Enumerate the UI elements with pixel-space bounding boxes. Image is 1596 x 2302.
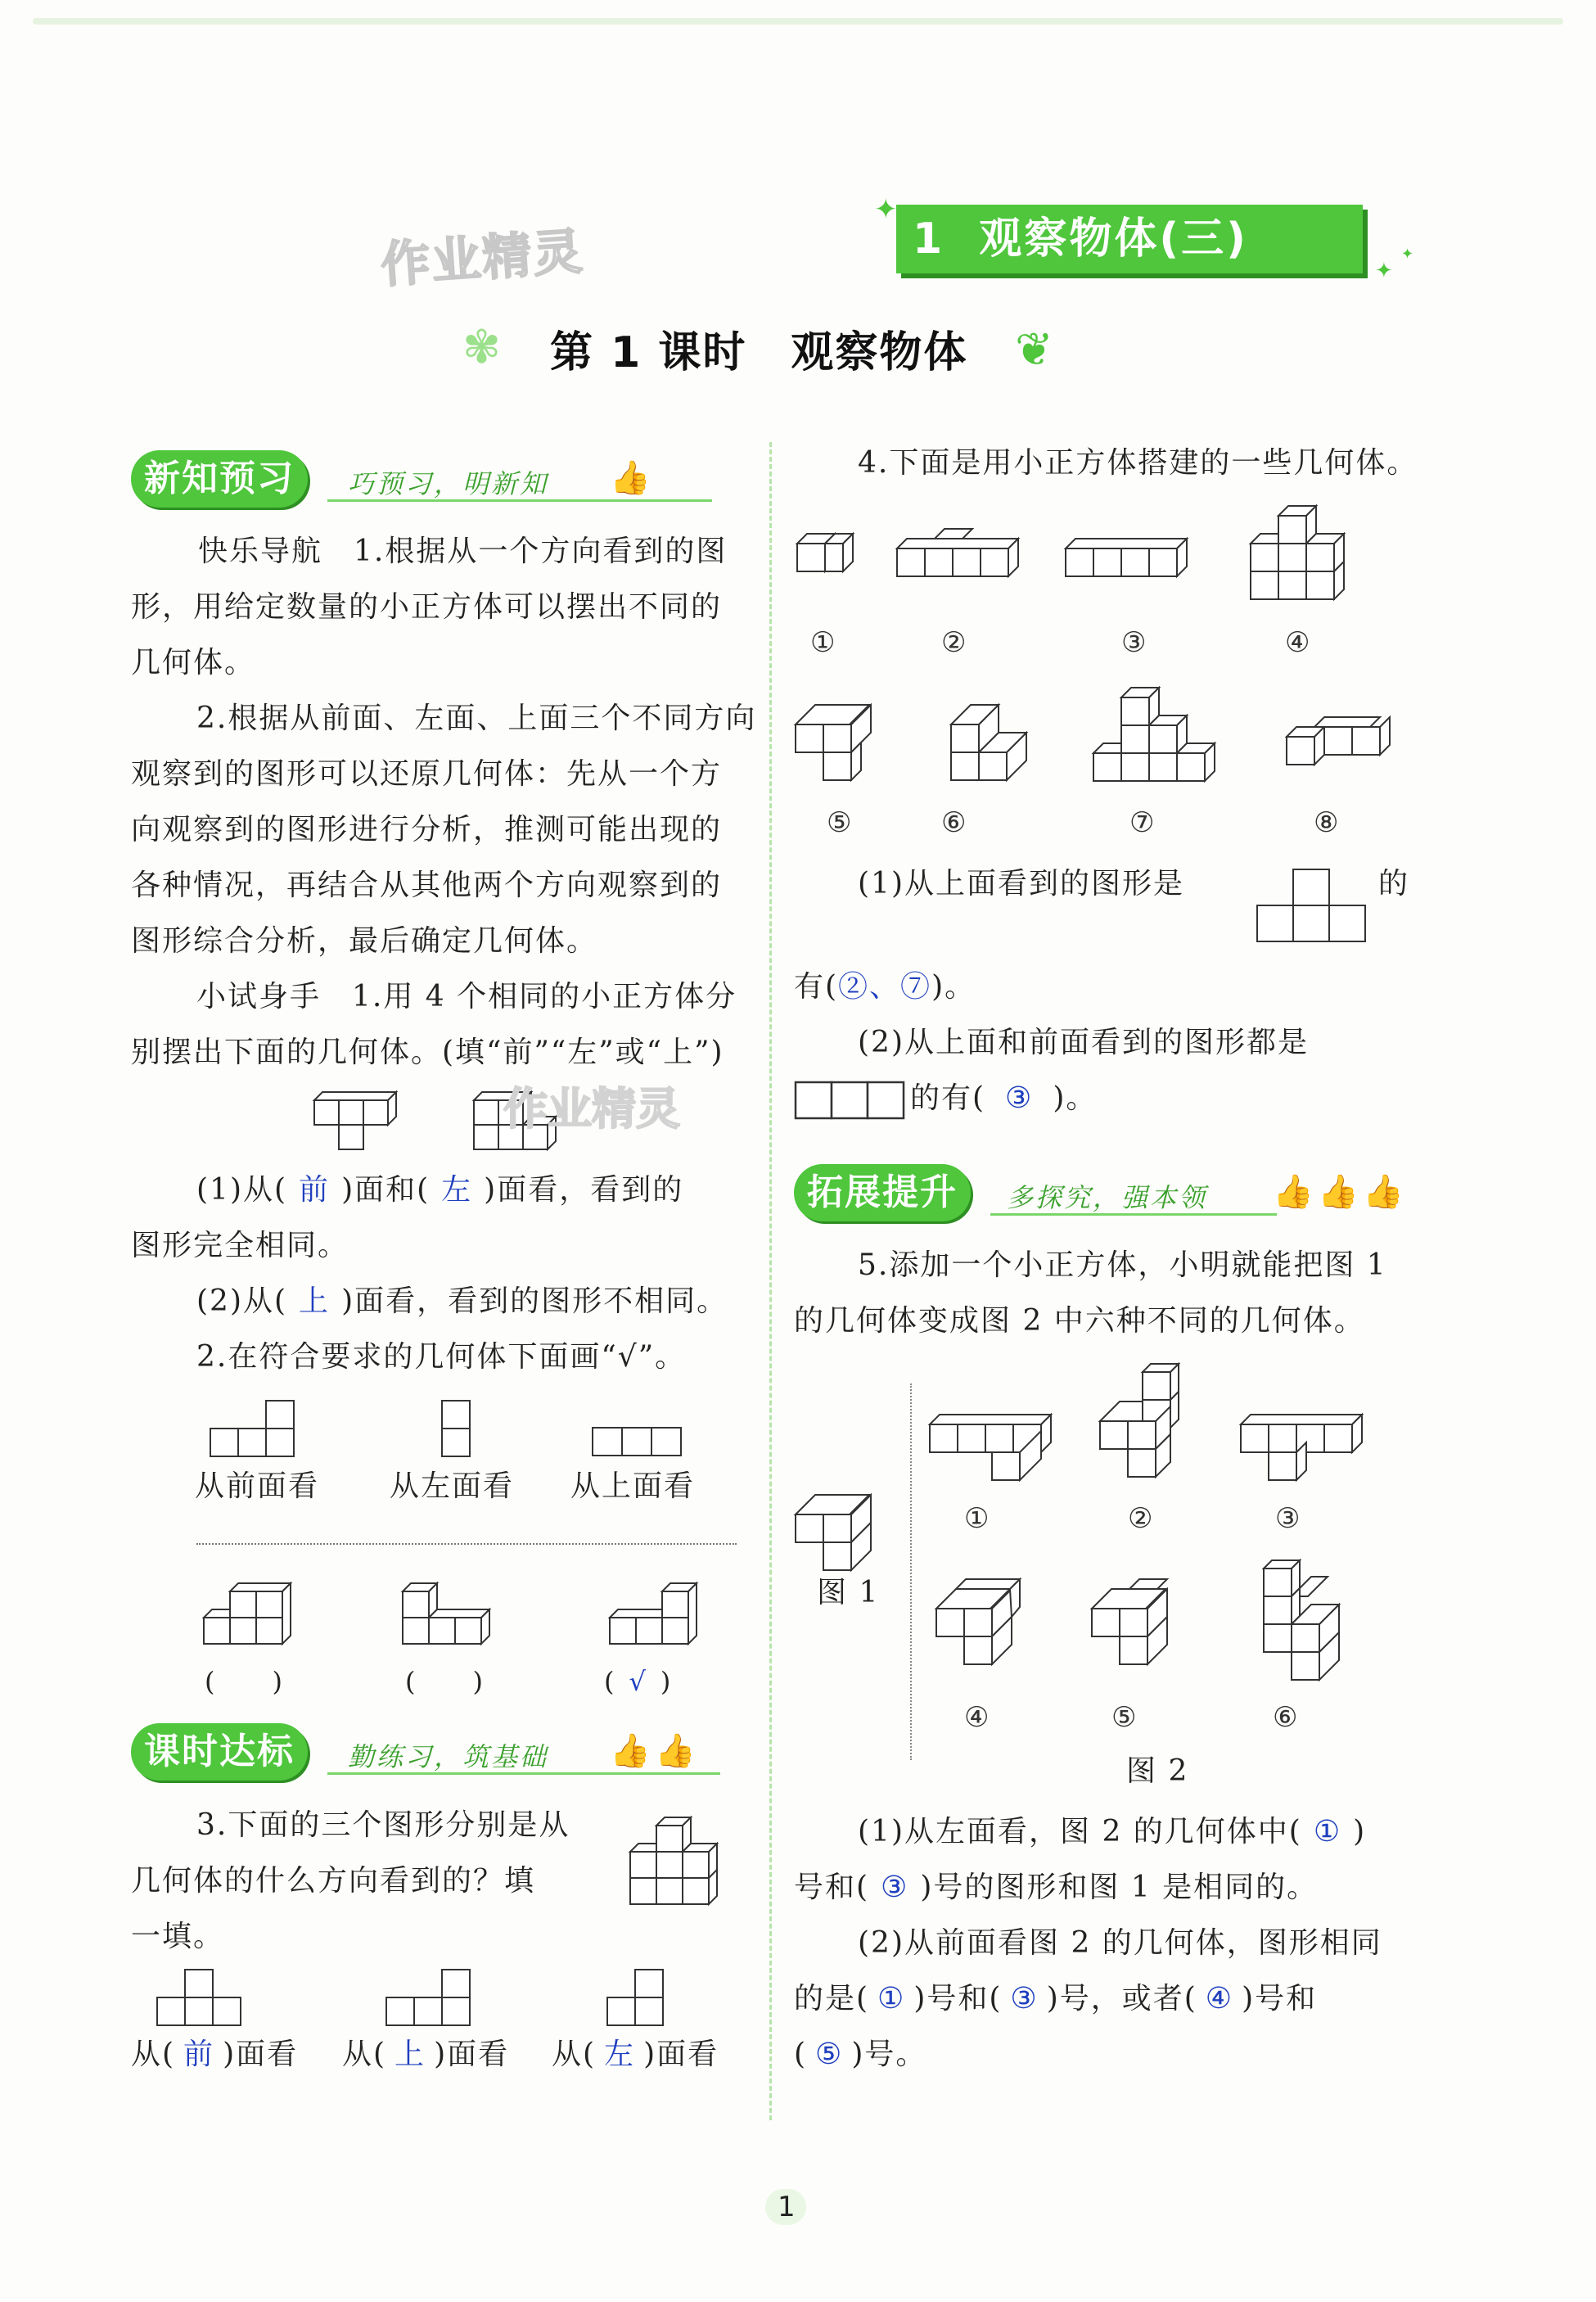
- view-top-label: 从上面看: [570, 1469, 696, 1503]
- q5-text: )号和(: [913, 1982, 1003, 2015]
- q3-text: 从(: [342, 2038, 387, 2071]
- watermark: 作业精灵: [379, 223, 586, 295]
- q4-solid-3: [1062, 524, 1210, 606]
- fig2-label: ③: [1275, 1502, 1301, 1535]
- view-top-shape: [591, 1424, 685, 1457]
- fig2-solid-2: [1097, 1359, 1211, 1490]
- q4-solid-2: [894, 516, 1041, 606]
- q1-2: [196, 1274, 728, 1329]
- cube-drawing: [314, 1092, 396, 1149]
- paren: ): [660, 1666, 673, 1697]
- q4-solid-4: [1236, 499, 1391, 606]
- q3-view-top: [385, 1965, 483, 2030]
- q4-solid-1: [794, 516, 884, 606]
- watermark: 作业精灵: [503, 1083, 680, 1135]
- section-extend-sub: 多探究，强本领: [1007, 1182, 1208, 1213]
- q5-text: (1)从左面看，图 2 的几何体中(: [858, 1815, 1302, 1848]
- section-preview-title: 新知预习: [131, 450, 308, 508]
- q4-2-answer-line: [910, 1071, 1097, 1126]
- section-practice-sub: 勤练习，筑基础: [348, 1741, 549, 1772]
- q5-2-cont: [794, 1971, 1317, 2027]
- q3-answer-2: [342, 2027, 509, 2083]
- q2-answer-1: ( ): [205, 1666, 284, 1697]
- q3-view-left: [606, 1965, 671, 2030]
- fig2-label: ⑤: [1111, 1701, 1137, 1734]
- q4-1-cont: 的: [1378, 867, 1410, 900]
- top-border: [33, 18, 1563, 25]
- q4-2-answer: ③: [1005, 1081, 1034, 1115]
- q3-text: )面看: [643, 2038, 719, 2071]
- q1-1-text: )面和(: [341, 1173, 431, 1207]
- q5-text: 的几何体变成图 2 中六种不同的几何体。: [794, 1304, 1365, 1338]
- lesson-title: 第 1 课时 观察物体: [550, 328, 968, 377]
- q5-text: (: [794, 2038, 808, 2071]
- flower-icon: ✾: [462, 321, 501, 374]
- q5-text: )号，或者(: [1046, 1982, 1197, 2015]
- q4-2: (2)从上面和前面看到的图形都是: [858, 1026, 1309, 1059]
- q4-1: (1)从上面看到的图形是: [858, 867, 1184, 900]
- q4-top-view-shape: [1254, 866, 1377, 948]
- q5-2: (2)从前面看图 2 的几何体，图形相同: [858, 1926, 1382, 1960]
- q1-1-text: )面看，看到的: [484, 1173, 684, 1207]
- try-text: 小试身手 1.用 4 个相同的小正方体分: [196, 980, 737, 1013]
- check-answer: √: [629, 1666, 647, 1697]
- solid-label: ④: [1285, 626, 1310, 659]
- q5-text: 号和(: [794, 1871, 870, 1904]
- view-left-label: 从左面看: [390, 1469, 515, 1503]
- fig2-solid-6: [1252, 1555, 1367, 1686]
- q4-front-view-shape: [792, 1079, 915, 1125]
- q5-text: 5.添加一个小正方体，小明就能把图 1: [858, 1248, 1387, 1282]
- solid-label: ②: [941, 626, 967, 659]
- section-preview: [131, 450, 655, 508]
- fig2-label: ①: [964, 1502, 990, 1535]
- q1-2-answer: 上: [299, 1284, 331, 1318]
- q3-text: 一填。: [131, 1920, 225, 1953]
- q3-text: 从(: [131, 2038, 176, 2071]
- q2-text: 2.在符合要求的几何体下面画“√”。: [196, 1340, 687, 1374]
- q3-solid: [622, 1809, 753, 1916]
- fig2-label: ④: [964, 1701, 990, 1734]
- fig1-label: 图 1: [817, 1576, 880, 1609]
- q5-text: )号和: [1242, 1982, 1318, 2015]
- fig2-solid-1: [926, 1392, 1082, 1490]
- principle-text: 图形综合分析，最后确定几何体。: [131, 924, 598, 958]
- section-preview-sub: 巧预习，明新知: [348, 468, 549, 499]
- q1-2-text: (2)从(: [196, 1284, 288, 1318]
- section-underline: [327, 1772, 720, 1775]
- fig2-label: ⑥: [1273, 1701, 1298, 1734]
- nav-line: 快乐导航 1.根据从一个方向看到的图: [198, 535, 728, 568]
- q3-text: )面看: [434, 2038, 510, 2071]
- fig2-solid-4: [933, 1576, 1056, 1682]
- view-front-label: 从前面看: [195, 1469, 320, 1503]
- principle-text: 各种情况，再结合从其他两个方向观察到的: [131, 869, 723, 902]
- q3-answer-1: [131, 2027, 298, 2083]
- q4-text: )。: [931, 970, 976, 1004]
- unit-title: 1 观察物体(三): [913, 214, 1248, 264]
- q5-2-answer: ⑤: [815, 2038, 844, 2071]
- section-practice-title: 课时达标: [131, 1723, 308, 1781]
- section-underline: [327, 499, 712, 502]
- q1-1-answer: 左: [441, 1173, 473, 1207]
- q5-2-answer: ④: [1205, 1982, 1234, 2015]
- solid-label: ⑥: [941, 806, 967, 839]
- section-extend: [794, 1164, 1416, 1221]
- principle-text: 观察到的图形可以还原几何体：先从一个方: [131, 757, 723, 791]
- solid-label: ⑤: [827, 806, 852, 839]
- star-icon: ✦: [1401, 246, 1414, 263]
- try-text: 别摆出下面的几何体。(填“前”“左”或“上”): [131, 1036, 724, 1069]
- thumbs-up-icon: 👍: [1273, 1173, 1314, 1211]
- q3-answer-3: [552, 2027, 719, 2083]
- q1-1: [196, 1162, 683, 1218]
- fig2-label-title: 图 2: [1126, 1754, 1189, 1788]
- q5-1-cont: [794, 1860, 1318, 1916]
- q3-answer: 左: [604, 2038, 636, 2071]
- q2-answer-3: [604, 1654, 672, 1709]
- paren: (: [604, 1666, 616, 1697]
- thumbs-up-icon: 👍: [655, 1732, 696, 1770]
- thumbs-up-icon: 👍: [1363, 1173, 1404, 1211]
- q4-1-answer-line: [794, 959, 976, 1015]
- q1-1-cont: 图形完全相同。: [131, 1229, 349, 1262]
- principle-text: 2.根据从前面、左面、上面三个不同方向: [196, 702, 757, 735]
- solid-label: ③: [1121, 626, 1147, 659]
- q4-solid-6: [940, 692, 1046, 790]
- view-front-shape: [209, 1396, 299, 1461]
- fig2-label: ②: [1128, 1502, 1153, 1535]
- section-practice: [131, 1723, 704, 1781]
- q5-1: [858, 1804, 1366, 1860]
- solid-label: ⑦: [1129, 806, 1155, 839]
- q2-answer-2: ( ): [405, 1666, 485, 1697]
- q3-answer: 前: [183, 2038, 215, 2071]
- bird-icon: ❦: [1015, 323, 1053, 377]
- q5-text: )号的图形和图 1 是相同的。: [920, 1871, 1319, 1904]
- thumbs-up-icon: 👍: [610, 459, 651, 497]
- figure-divider: [910, 1383, 912, 1760]
- q5-text: ): [1353, 1815, 1367, 1848]
- view-left-shape: [440, 1396, 473, 1461]
- q5-1-answer: ③: [881, 1871, 909, 1904]
- dotted-separator: [196, 1543, 737, 1545]
- q3-view-front: [156, 1965, 254, 2030]
- solid-label: ⑧: [1314, 806, 1339, 839]
- q3-text: 3.下面的三个图形分别是从: [196, 1808, 570, 1842]
- q1-solid-a: [311, 1089, 401, 1154]
- q1-1-text: (1)从(: [196, 1173, 288, 1207]
- thumbs-up-icon: 👍: [1318, 1173, 1359, 1211]
- q5-2-end: [794, 2027, 926, 2083]
- section-underline: [990, 1213, 1277, 1216]
- q4-solid-8: [1283, 704, 1414, 794]
- page-number: 1: [778, 2191, 796, 2223]
- q4-solid-7: [1079, 679, 1234, 794]
- q4-text: 有(: [794, 970, 839, 1004]
- q4-text: )。: [1053, 1081, 1098, 1115]
- column-divider: [769, 442, 772, 2120]
- principle-text: 向观察到的图形进行分析，推测可能出现的: [131, 813, 723, 846]
- q3-text: )面看: [223, 2038, 299, 2071]
- nav-text: [198, 524, 727, 580]
- section-extend-title: 拓展提升: [794, 1164, 971, 1221]
- fig2-solid-3: [1238, 1392, 1393, 1490]
- thumbs-up-icon: 👍: [610, 1732, 651, 1770]
- solid-label: ①: [810, 626, 836, 659]
- fig1-solid: [792, 1482, 899, 1572]
- q5-text: 的是(: [794, 1982, 870, 2015]
- q5-text: )号。: [851, 2038, 927, 2071]
- q5-2-answer: ③: [1010, 1982, 1039, 2015]
- q1-1-answer: 前: [299, 1173, 331, 1207]
- q4-text: 4.下面是用小正方体搭建的一些几何体。: [858, 446, 1418, 480]
- q3-text: 从(: [552, 2038, 597, 2071]
- nav-text: 形，用给定数量的小正方体可以摆出不同的: [131, 590, 723, 624]
- q3-text: 几何体的什么方向看到的？填: [131, 1864, 536, 1898]
- q5-2-answer: ①: [877, 1982, 906, 2015]
- q4-1-answer: ②、⑦: [838, 970, 932, 1004]
- star-icon: ✦: [874, 193, 898, 226]
- q3-answer: 上: [394, 2038, 426, 2071]
- q1-2-text: )面看，看到的图形不相同。: [341, 1284, 728, 1318]
- star-icon: ✦: [1375, 259, 1393, 283]
- nav-text: 几何体。: [131, 646, 256, 679]
- q4-solid-5: [792, 692, 915, 790]
- q4-text: 的有(: [910, 1081, 986, 1115]
- q5-1-answer: ①: [1313, 1815, 1342, 1848]
- fig2-solid-5: [1089, 1576, 1211, 1682]
